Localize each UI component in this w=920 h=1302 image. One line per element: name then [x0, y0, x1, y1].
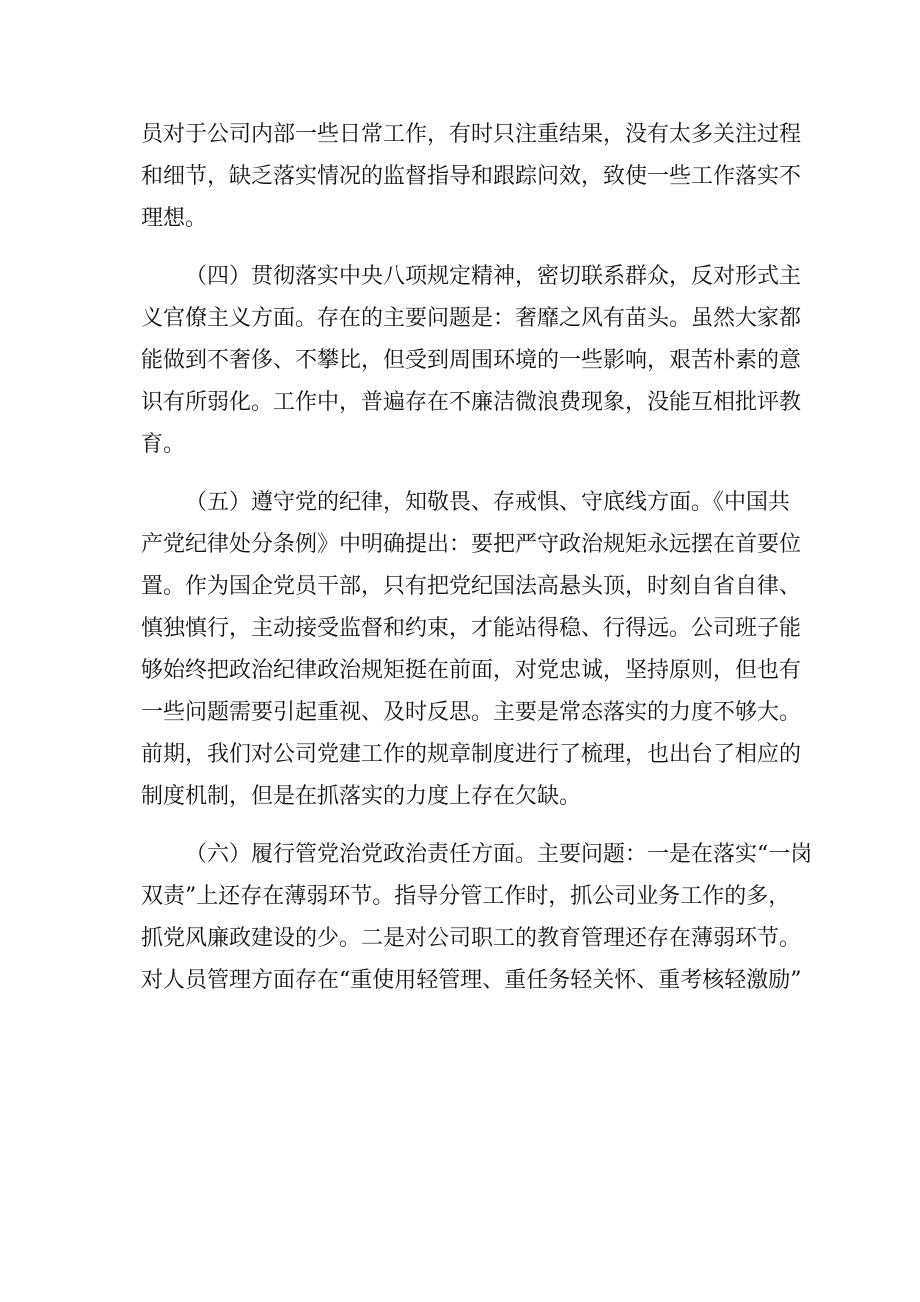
text-line: 对人员管理方面存在“重使用轻管理、重任务轻关怀、重考核轻激励” [141, 968, 802, 993]
text-line: 置。作为国企党员干部，只有把党纪国法高悬头顶，时刻自省自律、 [141, 574, 802, 599]
text-line: 员对于公司内部一些日常工作，有时只注重结果，没有太多关注过程 [141, 122, 802, 147]
paragraph-section-6 [141, 834, 813, 1002]
text-line: 双责”上还存在薄弱环节。指导分管工作时，抓公司业务工作的多， [141, 884, 791, 909]
text-line: 慎独慎行，主动接受监督和约束，才能站得稳、行得远。公司班子能 [141, 616, 802, 641]
paragraph-section-5 [141, 482, 802, 818]
text-line: 识有所弱化。工作中，普遍存在不廉洁微浪费现象，没能互相批评教 [141, 390, 802, 415]
text-line: 育。 [141, 432, 186, 457]
text-line: 前期，我们对公司党建工作的规章制度进行了梳理，也出台了相应的 [141, 742, 802, 767]
text-line: 产党纪律处分条例》中明确提出：要把严守政治规矩永远摆在首要位 [141, 532, 802, 557]
document-body [141, 114, 813, 1018]
text-line: （六）履行管党治党政治责任方面。主要问题：一是在落实“一岗 [185, 842, 813, 867]
text-line: （五）遵守党的纪律，知敬畏、存戒惧、守底线方面。《中国共 [185, 490, 791, 515]
text-line: 够始终把政治纪律政治规矩挺在前面，对党忠诚，坚持原则，但也有 [141, 658, 802, 683]
text-line: 抓党风廉政建设的少。二是对公司职工的教育管理还存在薄弱环节。 [141, 926, 802, 951]
text-line: 制度机制，但是在抓落实的力度上存在欠缺。 [141, 784, 582, 809]
text-line: 义官僚主义方面。存在的主要问题是：奢靡之风有苗头。虽然大家都 [141, 306, 802, 331]
paragraph-continuation [141, 114, 802, 240]
text-line: 一些问题需要引起重视、及时反思。主要是常态落实的力度不够大。 [141, 700, 802, 725]
paragraph-section-4 [141, 256, 802, 466]
text-line: 理想。 [141, 206, 208, 231]
text-line: 能做到不奢侈、不攀比，但受到周围环境的一些影响，艰苦朴素的意 [141, 348, 802, 373]
text-line: 和细节，缺乏落实情况的监督指导和跟踪问效，致使一些工作落实不 [141, 164, 802, 189]
text-line: （四）贯彻落实中央八项规定精神，密切联系群众，反对形式主 [185, 264, 802, 289]
